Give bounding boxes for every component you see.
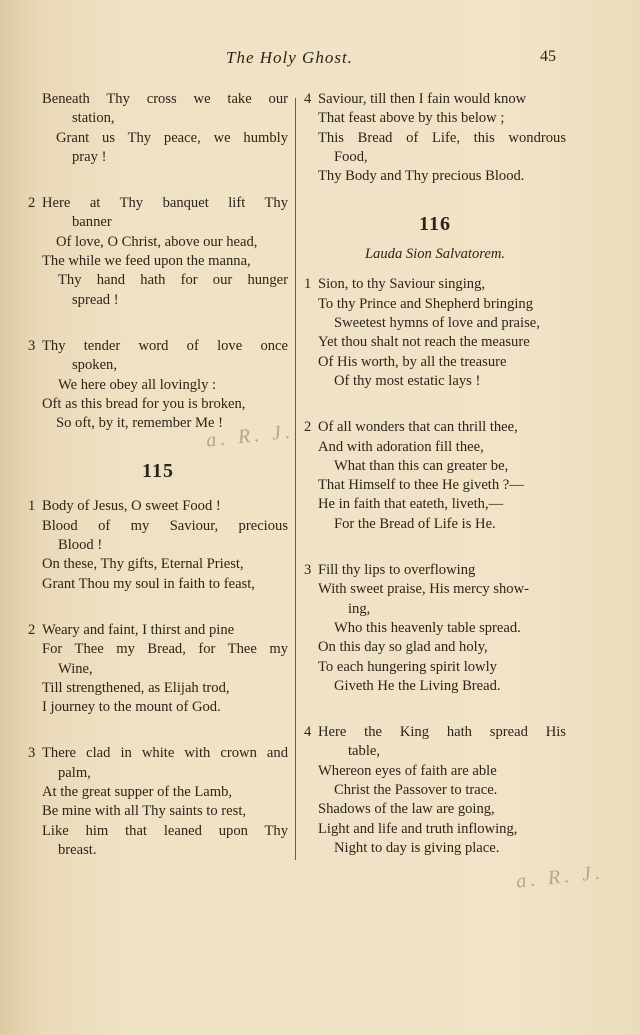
stanza (28, 621, 288, 717)
verse-line (304, 677, 566, 696)
verse-line (304, 561, 566, 580)
verse-text: Oft as this bread for you is broken, (42, 395, 246, 412)
verse-line (28, 291, 288, 310)
verse-text: At the great supper of the Lamb, (42, 784, 233, 801)
verse-text: Night to day is giving place. (334, 839, 500, 856)
verse-line (304, 372, 566, 391)
verse-text: Blood of my Saviour, precious (42, 517, 288, 534)
initials-stamp-2: a. R. J. (515, 861, 605, 893)
verse-text: For Thee my Bread, for Thee my (42, 641, 288, 658)
verse-text: Of love, O Christ, above our head, (56, 233, 258, 250)
verse-text: I journey to the mount of God. (42, 699, 221, 716)
verse-text: The while we feed upon the manna, (42, 253, 251, 270)
verse-text: To thy Prince and Shepherd bringing (318, 295, 534, 312)
verse-line (304, 515, 566, 534)
verse-line (304, 762, 566, 781)
verse-line (304, 723, 566, 742)
verse-text: Whereon eyes of faith are able (318, 762, 497, 779)
verse-line (28, 271, 288, 290)
verse-line (28, 356, 288, 375)
verse-text: That feast above by this below ; (318, 110, 505, 127)
verse-line (28, 822, 288, 841)
page-number: 45 (540, 48, 556, 65)
verse-text: And with adoration fill thee, (318, 438, 484, 455)
verse-line (304, 314, 566, 333)
verse-line (304, 619, 566, 638)
verse-line (28, 841, 288, 860)
verse-text: So oft, by it, remember Me ! (56, 415, 223, 432)
verse-text: Here the King hath spread His (318, 724, 566, 741)
verse-line (28, 337, 288, 356)
verse-line (304, 600, 566, 619)
stanza (304, 561, 566, 696)
verse-line (304, 148, 566, 167)
verse-line (304, 658, 566, 677)
verse-line (304, 167, 566, 186)
stanza-number: 3 (28, 337, 36, 354)
verse-text: Like him that leaned upon Thy (42, 822, 288, 839)
hymn-116-stanzas (304, 275, 566, 858)
verse-text: banner (72, 214, 112, 231)
verse-text: breast. (58, 841, 97, 858)
verse-text: There clad in white with crown and (42, 745, 288, 762)
verse-text: Giveth He the Living Bread. (334, 677, 501, 694)
verse-text: ing, (348, 600, 371, 617)
verse-text: Food, (334, 148, 368, 165)
initials-stamp-1: a. R. J. (205, 420, 295, 452)
verse-text: Light and life and truth inflowing, (318, 820, 518, 837)
verse-line (28, 698, 288, 717)
verse-line (304, 457, 566, 476)
verse-line (304, 295, 566, 314)
verse-line (28, 233, 288, 252)
verse-text: Be mine with all Thy saints to rest, (42, 803, 247, 820)
verse-text: Grant us Thy peace, we humbly (56, 129, 288, 146)
verse-line (28, 783, 288, 802)
hymn-number-115: 115 (142, 460, 174, 483)
verse-text: On this day so glad and holy, (318, 639, 488, 656)
verse-line (28, 517, 288, 536)
verse-line (304, 333, 566, 352)
verse-line (304, 353, 566, 372)
verse-text: Of His worth, by all the treasure (318, 353, 507, 370)
verse-line (304, 800, 566, 819)
verse-text: That Himself to thee He giveth ?— (318, 477, 524, 494)
verse-line (28, 575, 288, 594)
verse-line (304, 476, 566, 495)
verse-line (28, 536, 288, 555)
verse-text: Blood ! (58, 537, 103, 554)
verse-text: pray ! (72, 148, 107, 165)
verse-line (304, 820, 566, 839)
verse-text: Here at Thy banquet lift Thy (42, 195, 288, 212)
verse-text: We here obey all lovingly : (58, 376, 217, 393)
stanza (304, 418, 566, 534)
stanza-number: 3 (304, 562, 312, 579)
verse-text: Christ the Passover to trace. (334, 782, 498, 799)
verse-text: Saviour, till then I fain would know (318, 91, 527, 107)
page-title: The Holy Ghost. (226, 48, 353, 67)
stanza-number: 2 (28, 621, 36, 638)
verse-line (304, 275, 566, 294)
verse-text: Of all wonders that can thrill thee, (318, 419, 518, 436)
verse-line (304, 839, 566, 858)
verse-text: Thy hand hath for our hunger (58, 272, 288, 289)
verse-line (28, 395, 288, 414)
verse-line (28, 744, 288, 763)
stanza (304, 90, 566, 186)
verse-text: spoken, (72, 357, 117, 374)
hymn-115-stanzas (28, 497, 288, 860)
verse-text: Of thy most estatic lays ! (334, 372, 481, 389)
verse-line (28, 213, 288, 232)
verse-text: With sweet praise, His mercy show- (318, 581, 529, 598)
left-column (28, 90, 288, 887)
verse-text: On these, Thy gifts, Eternal Priest, (42, 556, 244, 573)
verse-line (304, 742, 566, 761)
verse-text: Yet thou shalt not reach the measure (318, 334, 530, 351)
verse-text: Thy tender word of love once (42, 337, 288, 354)
verse-line (28, 109, 288, 128)
stanza-number: 4 (304, 91, 312, 107)
stanza (28, 90, 288, 167)
verse-line (28, 497, 288, 516)
verse-text: This Bread of Life, this wondrous (318, 129, 566, 146)
verse-line (304, 580, 566, 599)
verse-line (28, 802, 288, 821)
hymn-number-116: 116 (419, 213, 451, 236)
verse-text: Fill thy lips to overflowing (318, 562, 476, 579)
stanza (28, 337, 288, 433)
verse-text: Weary and faint, I thirst and pine (42, 621, 235, 638)
verse-text: Thy Body and Thy precious Blood. (318, 168, 525, 185)
column-divider (295, 98, 296, 860)
verse-text: station, (72, 110, 115, 127)
stanza (304, 723, 566, 858)
verse-text: Till strengthened, as Elijah trod, (42, 679, 230, 696)
hymn-subtitle: Lauda Sion Salvatorem. (364, 246, 506, 263)
verse-line (304, 638, 566, 657)
verse-line (304, 90, 566, 109)
verse-line (28, 148, 288, 167)
verse-text: Sweetest hymns of love and praise, (334, 315, 540, 332)
verse-text: For the Bread of Life is He. (334, 515, 496, 532)
verse-line (304, 781, 566, 800)
verse-line (304, 129, 566, 148)
stanza (28, 497, 288, 593)
verse-line (28, 660, 288, 679)
verse-text: Grant Thou my soul in faith to feast, (42, 575, 255, 592)
stanza-number: 1 (304, 276, 312, 293)
stanza (304, 275, 566, 391)
verse-text: palm, (58, 764, 91, 781)
verse-line (28, 555, 288, 574)
verse-line (304, 438, 566, 457)
verse-text: spread ! (72, 291, 119, 308)
stanza (28, 194, 288, 310)
verse-line (28, 621, 288, 640)
verse-text: Beneath Thy cross we take our (42, 91, 288, 107)
continued-hymn-right (304, 90, 566, 186)
verse-text: What than this can greater be, (334, 457, 509, 474)
verse-text: To each hungering spirit lowly (318, 658, 497, 675)
verse-line (28, 679, 288, 698)
verse-text: Wine, (58, 660, 93, 677)
right-column (304, 90, 566, 885)
verse-text: Body of Jesus, O sweet Food ! (42, 498, 221, 515)
verse-line (304, 418, 566, 437)
verse-line (28, 194, 288, 213)
verse-line (28, 640, 288, 659)
verse-text: Sion, to thy Saviour singing, (318, 276, 486, 293)
verse-text: table, (348, 743, 381, 760)
stanza (28, 744, 288, 860)
verse-line (304, 109, 566, 128)
running-head (0, 48, 640, 72)
verse-text: He in faith that eateth, liveth,— (318, 496, 504, 513)
verse-text: Shadows of the law are going, (318, 801, 495, 818)
verse-line (28, 376, 288, 395)
verse-text: Who this heavenly table spread. (334, 619, 521, 636)
verse-line (28, 129, 288, 148)
verse-line (28, 764, 288, 783)
stanza-number: 4 (304, 724, 312, 741)
continued-hymn (28, 90, 288, 433)
verse-line (28, 252, 288, 271)
stanza-number: 1 (28, 498, 36, 515)
stanza-number: 2 (28, 195, 36, 212)
verse-line (28, 90, 288, 109)
verse-line (304, 495, 566, 514)
stanza-number: 3 (28, 745, 36, 762)
stanza-number: 2 (304, 419, 312, 436)
